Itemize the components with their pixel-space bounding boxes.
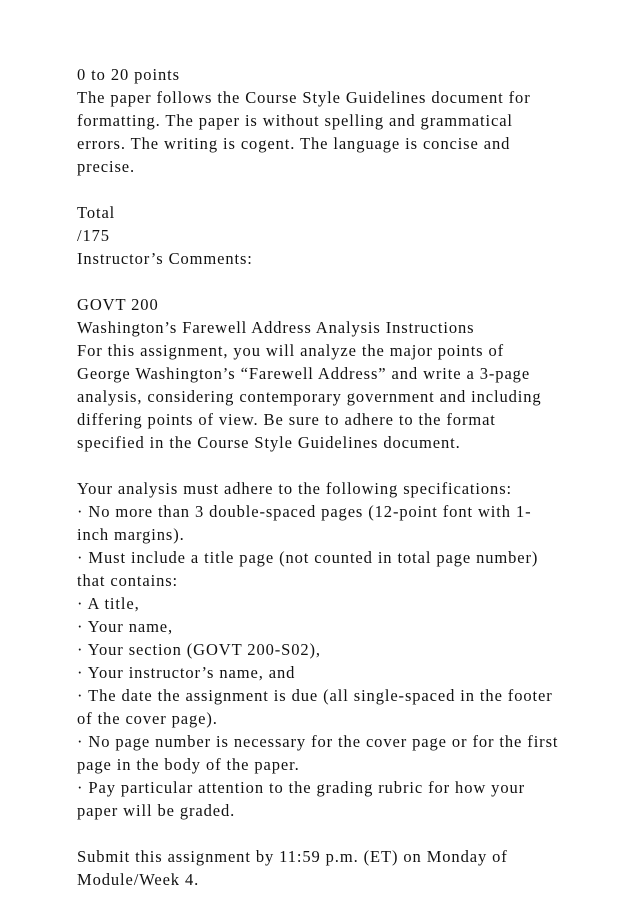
blank-line bbox=[77, 454, 617, 477]
specification-line: · Your instructor’s name, and bbox=[77, 663, 296, 682]
specification-line: · Your name, bbox=[77, 617, 174, 636]
specification-line: · Your section (GOVT 200-S02), bbox=[77, 640, 321, 659]
specification-line: page in the body of the paper. bbox=[77, 755, 300, 774]
blank-line bbox=[77, 270, 617, 293]
specifications-heading: Your analysis must adhere to the following specifications: bbox=[77, 479, 513, 498]
specification-line: of the cover page). bbox=[77, 709, 218, 728]
specification-line: · A title, bbox=[77, 594, 140, 613]
rubric-description-line: formatting. The paper is without spelling and grammatical bbox=[77, 111, 513, 130]
specification-line: · No page number is necessary for the cover page or for the first bbox=[77, 732, 559, 751]
submit-line: Module/Week 4. bbox=[77, 870, 200, 889]
instructor-comments-label: Instructor’s Comments: bbox=[77, 249, 253, 268]
intro-line: analysis, considering contemporary government and including bbox=[77, 387, 542, 406]
intro-line: George Washington’s “Farewell Address” and write a 3-page bbox=[77, 364, 531, 383]
rubric-description-line: precise. bbox=[77, 157, 136, 176]
rubric-description-line: errors. The writing is cogent. The language is concise and bbox=[77, 134, 511, 153]
intro-line: For this assignment, you will analyze the major points of bbox=[77, 341, 505, 360]
intro-line: differing points of view. Be sure to adhere to the format bbox=[77, 410, 496, 429]
submit-line: Submit this assignment by 11:59 p.m. (ET) on Monday of bbox=[77, 847, 508, 866]
blank-line bbox=[77, 178, 617, 201]
assignment-title: Washington’s Farewell Address Analysis Instructions bbox=[77, 318, 475, 337]
specification-line: · The date the assignment is due (all single-spaced in the footer bbox=[77, 686, 553, 705]
specification-line: inch margins). bbox=[77, 525, 185, 544]
specification-line: paper will be graded. bbox=[77, 801, 236, 820]
rubric-points: 0 to 20 points bbox=[77, 65, 180, 84]
blank-line bbox=[77, 822, 617, 845]
intro-line: specified in the Course Style Guidelines document. bbox=[77, 433, 461, 452]
rubric-description-line: The paper follows the Course Style Guidelines document for bbox=[77, 88, 531, 107]
total-label: Total bbox=[77, 203, 116, 222]
specification-line: · Must include a title page (not counted in total page number) bbox=[77, 548, 539, 567]
total-value: /175 bbox=[77, 226, 110, 245]
specification-line: that contains: bbox=[77, 571, 179, 590]
specification-line: · No more than 3 double-spaced pages (12-point font with 1- bbox=[77, 502, 532, 521]
specification-line: · Pay particular attention to the grading rubric for how your bbox=[77, 778, 526, 797]
course-code: GOVT 200 bbox=[77, 295, 159, 314]
document-page bbox=[77, 63, 617, 891]
